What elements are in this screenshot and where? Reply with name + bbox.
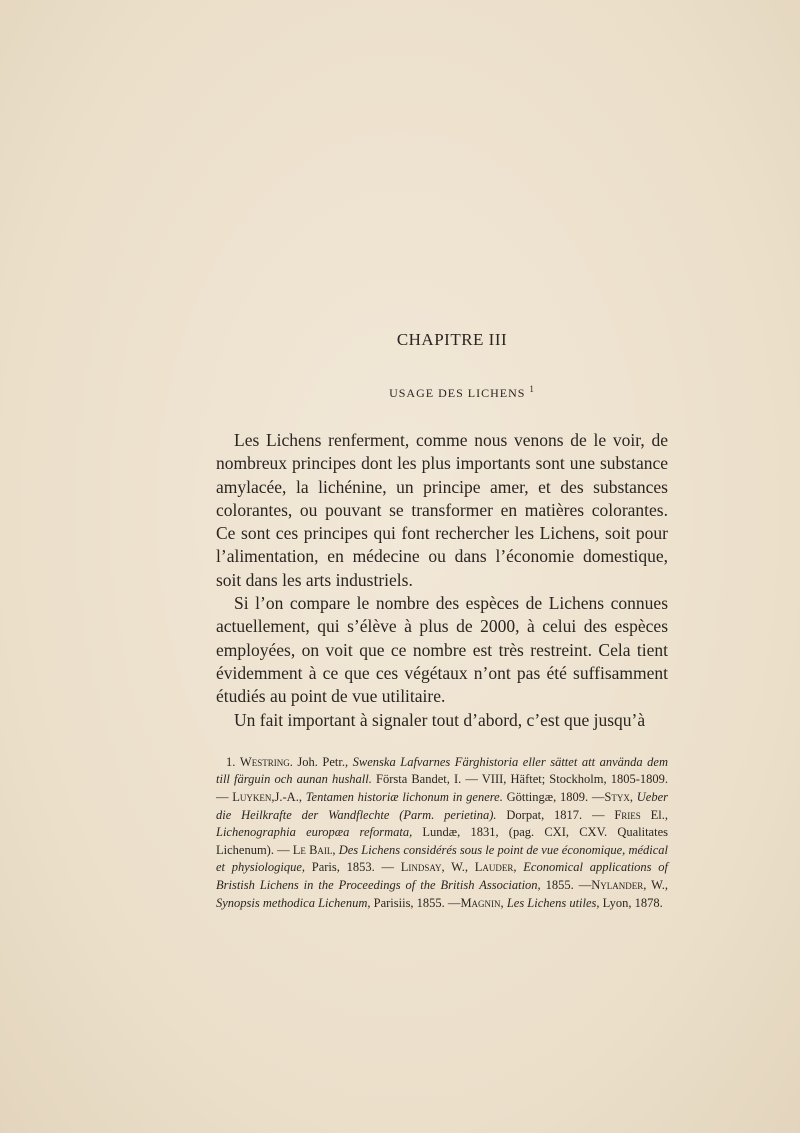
footnote-segment: Lundæ, 1831, (pag. CXI, CXV. Qualitates Lichenum). — — [216, 825, 668, 857]
footnote-segment: W., — [444, 860, 475, 875]
footnote-segment: Lindsay, — [400, 860, 445, 875]
footnote-segment: Dorpat, 1817. — — [496, 807, 615, 822]
footnote-segment: Tentamen historiæ lichonum in genere. — [305, 790, 503, 805]
footnote-reference: 1 — [529, 384, 535, 394]
footnote-segment: Luyken, — [232, 790, 275, 805]
footnote-segment: Styx, — [604, 790, 633, 805]
page-content — [216, 330, 668, 912]
footnote-segment: Les Lichens utiles, — [506, 895, 600, 910]
footnote-segment: Westring. — [239, 754, 293, 769]
footnote-segment: Lyon, 1878. — [599, 895, 663, 910]
footnote-segment: Lichenographia europæa reformata, — [216, 825, 413, 840]
footnote-number: 1. — [226, 754, 236, 769]
footnote-segment: Fries — [614, 807, 641, 822]
footnote-segment: 1855. — — [540, 878, 592, 893]
footnote-segment: J.-A., — [274, 790, 306, 805]
footnote-segment: Magnin, — [460, 895, 504, 910]
footnote-segment: Swenska Lafvarnes Färghistoria eller sättet att använda dem till färguin och aunan hushall. — [216, 754, 668, 787]
footnote-segment: Parisiis, 1855. — — [370, 895, 461, 910]
chapter-title: CHAPITRE III — [396, 330, 508, 349]
paragraph-1: Les Lichens renferment, comme nous venons de le voir, de nombreux principes dont les plus importants sont une substance amylacée, la lichénine, un principe amer, et des substances colorantes, ou pouvant se transformer en matières colorantes. Ce sont ces principes qui font rechercher les Lichens, soit pour l’alimentation, en médecine ou dans l’économie domestique, soit dans les arts industriels. — [216, 430, 668, 590]
footnote-segment: Ueber die Heilkrafte der Wandflechte (Parm. perietina). — [216, 790, 668, 822]
footnote-segment: El., — [640, 807, 668, 822]
footnote-segment: Göttingæ, 1809. — — [502, 790, 605, 805]
footnote-segment: Första Bandet, I. — VIII, Häftet; Stockholm, 1805-1809. — — [216, 772, 668, 805]
footnote-segment: Lauder, — [474, 860, 517, 875]
footnote-segment: Joh. Petr., — [292, 754, 353, 769]
paragraph-2: Si l’on compare le nombre des espèces de Lichens connues actuellement, qui s’élève à plus de 2000, à celui des espèces employées, on voit que ce nombre est très restreint. Cela tient évidemment à ce que ces végétaux n’ont pas été suffisamment étudiés au point de vue utilitaire. — [216, 593, 668, 707]
footnote-segment: Economical applications of Bristish Lichens in the Proceedings of the British Association, — [216, 860, 668, 893]
footnote — [216, 754, 668, 912]
paragraph-3: Un fait important à signaler tout d’abord, c’est que jusqu’à — [234, 709, 646, 730]
section-title — [216, 384, 668, 401]
footnote-segment: Paris, 1853. — — [305, 860, 401, 875]
footnote-segment: Nylander, — [591, 878, 647, 893]
footnote-segment: Des Lichens considérés sous le point de vue économique, médical et physiologique, — [216, 842, 669, 875]
footnote-segment: W., — [646, 878, 668, 893]
footnote-segment: Synopsis methodica Lichenum, — [216, 895, 371, 910]
footnote-segment: Le Bail, — [292, 842, 336, 857]
section-title-text: USAGE DES LICHENS — [389, 386, 526, 400]
footnote-text — [216, 754, 668, 912]
